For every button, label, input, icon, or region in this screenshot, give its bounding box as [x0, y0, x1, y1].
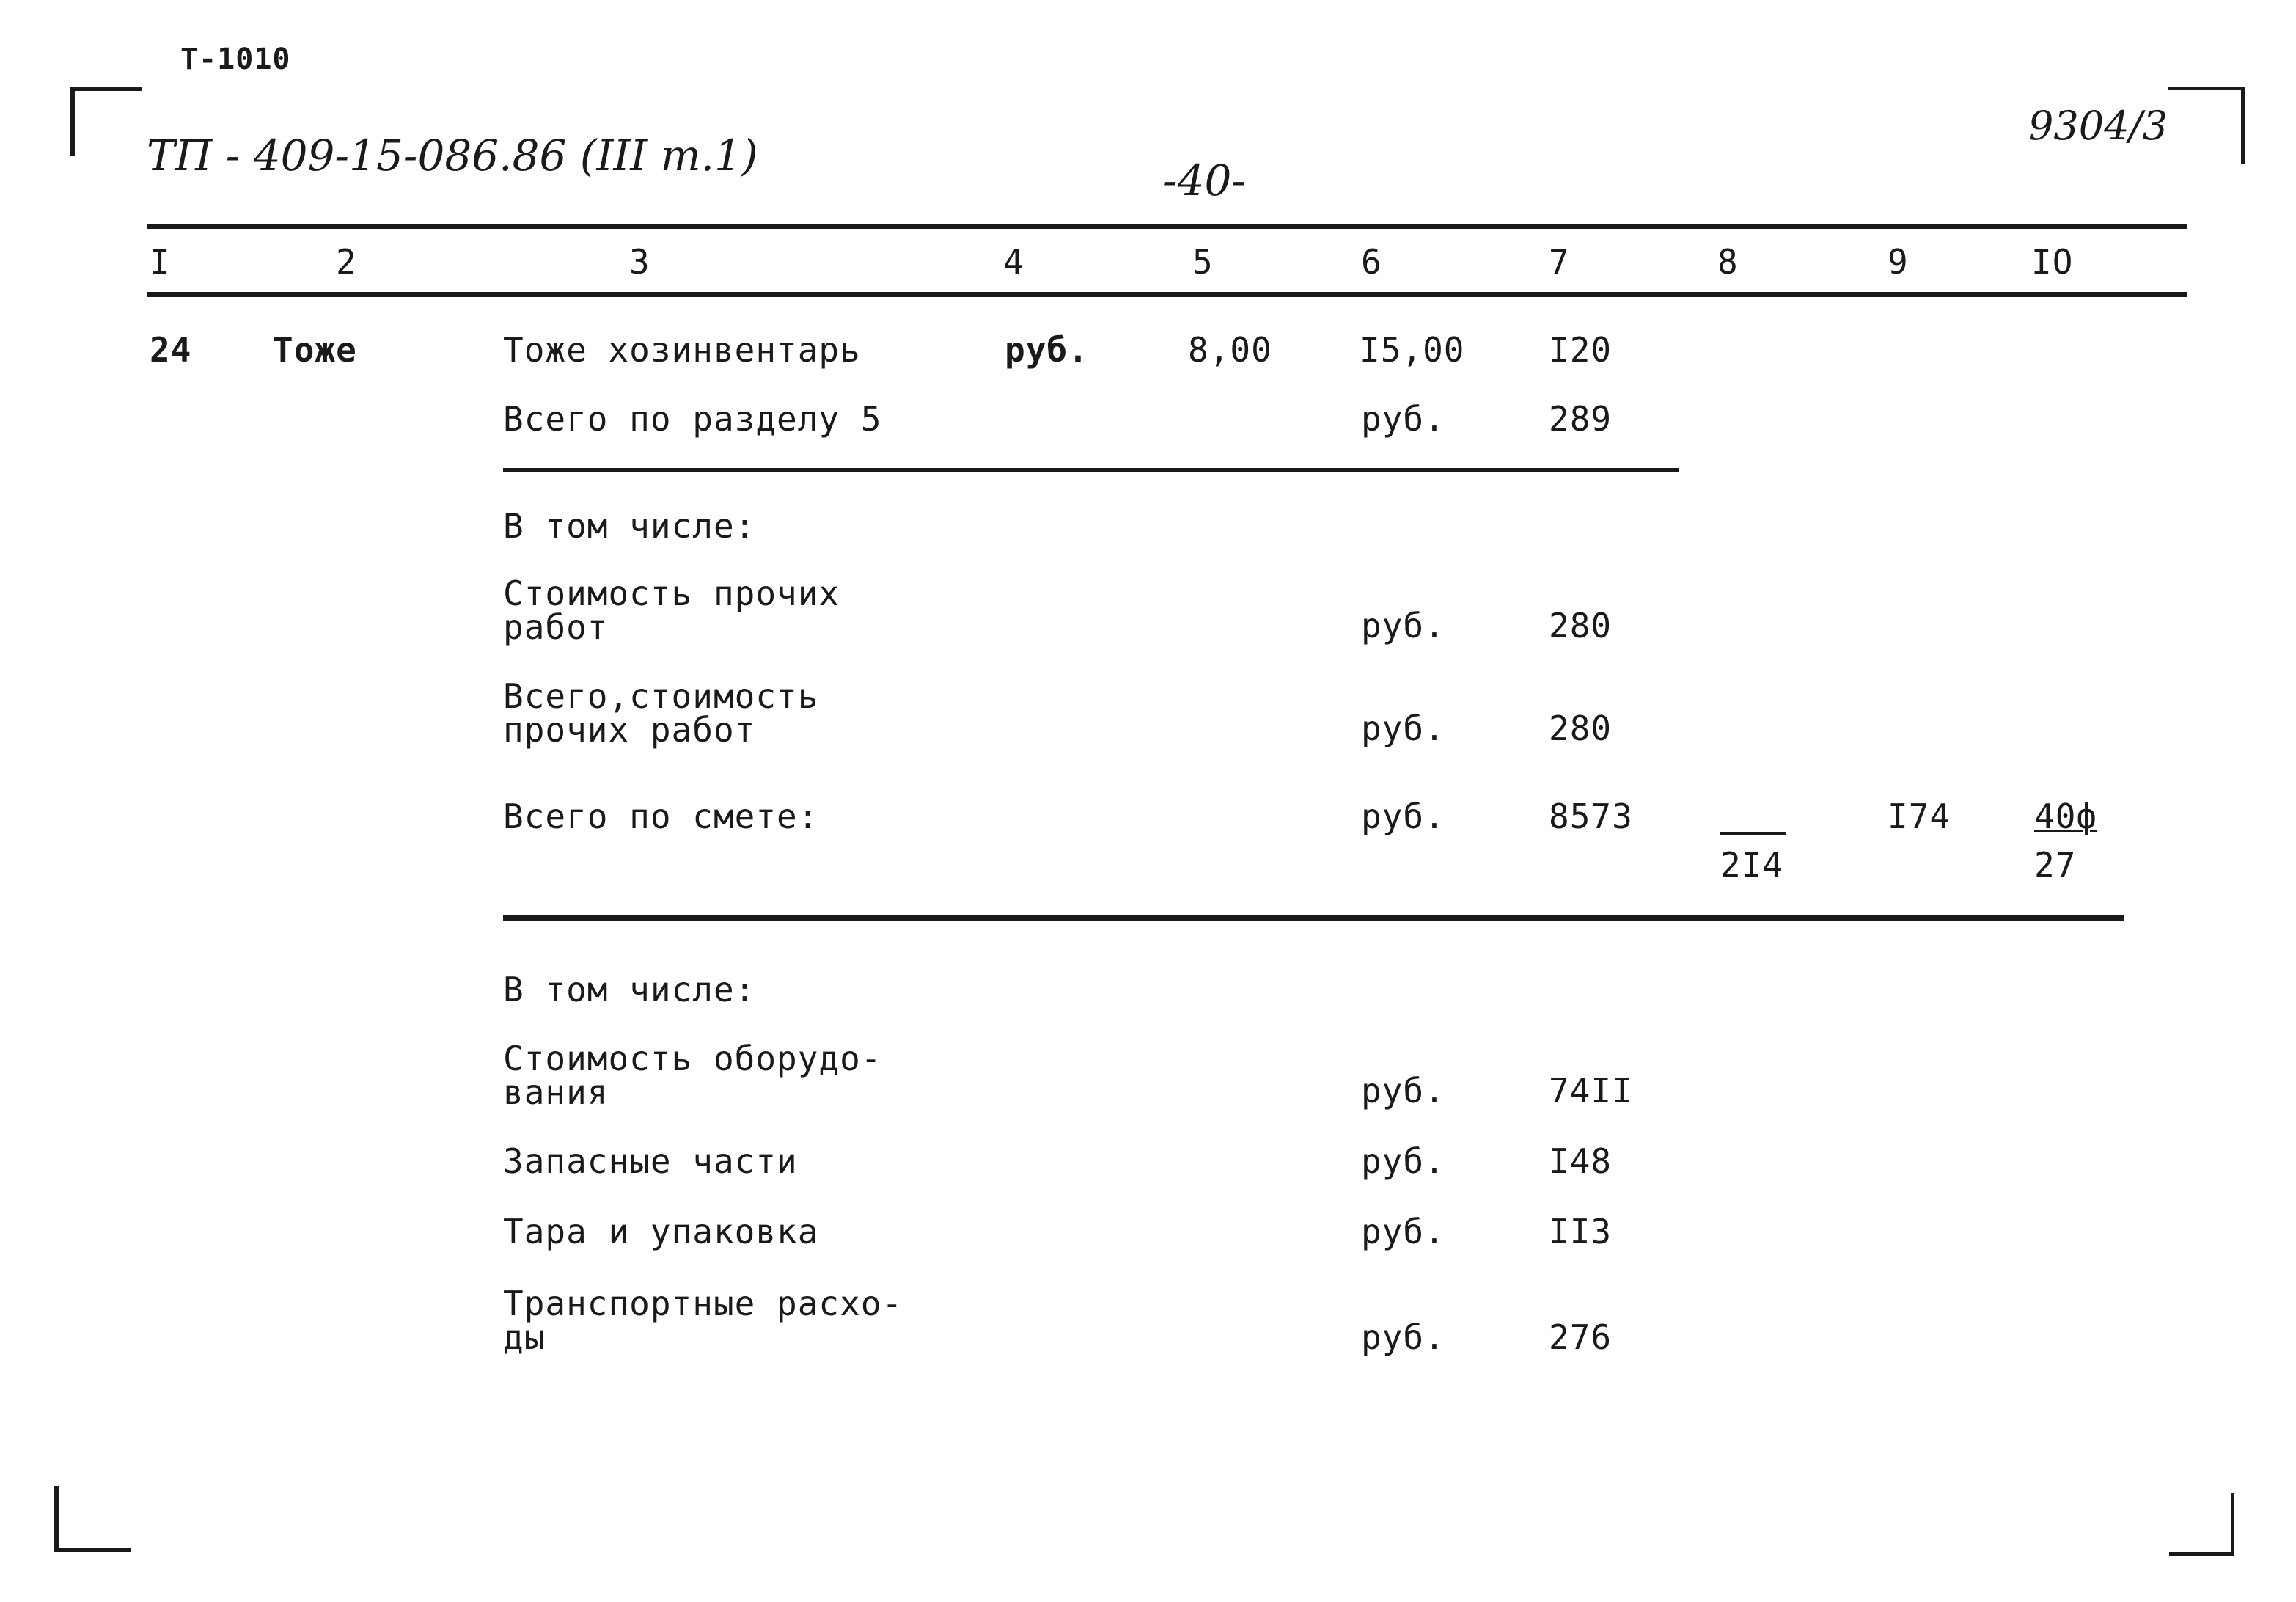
column-number: 9 [1888, 242, 1909, 282]
including-label: В том числе: [503, 506, 756, 546]
column-number: I [150, 242, 171, 282]
column-number: 8 [1717, 242, 1739, 282]
other-works-label-line2: работ [503, 607, 609, 647]
corner-mark-top-left-v [70, 87, 75, 156]
equipment-label-line2: вания [503, 1072, 609, 1112]
corner-mark-top-right-h [2168, 87, 2244, 90]
other-works-value: 280 [1549, 606, 1613, 645]
row-price: I5,00 [1360, 330, 1465, 370]
transport-label-line2: ды [503, 1317, 546, 1357]
estimate-total-unit: руб. [1361, 797, 1445, 836]
column-number: 4 [1003, 242, 1024, 282]
corner-mark-top-right-v [2241, 87, 2245, 164]
column-number: IO [2031, 242, 2074, 282]
table-header-rule [147, 292, 2187, 297]
column-number: 6 [1361, 242, 1382, 282]
transport-label-line1: Транспортные расхо- [503, 1284, 903, 1323]
total-other-works-label-line2: прочих работ [503, 710, 756, 750]
equipment-label-line1: Стоимость оборудо- [503, 1039, 882, 1078]
col8-bottom-value: 2I4 [1720, 845, 1784, 885]
packaging-label: Тара и упаковка [503, 1212, 819, 1251]
section-total-value: 289 [1549, 399, 1613, 439]
transport-value: 276 [1549, 1317, 1613, 1357]
spare-parts-unit: руб. [1361, 1141, 1445, 1181]
spare-parts-label: Запасные части [503, 1141, 798, 1181]
transport-label [503, 1284, 903, 1357]
sheet-code: 9304/3 [2028, 103, 2168, 149]
equipment-unit: руб. [1361, 1071, 1445, 1111]
estimate-total-label: Всего по смете: [503, 797, 819, 836]
column-number: 2 [336, 242, 357, 282]
corner-mark-bottom-left-h [54, 1548, 131, 1552]
row-number: 24 [150, 330, 192, 370]
column-number: 7 [1549, 242, 1570, 282]
section-total-unit: руб. [1361, 399, 1445, 439]
row-total: I20 [1549, 330, 1613, 370]
including-label: В том числе: [503, 970, 756, 1009]
equipment-value: 74II [1549, 1071, 1633, 1111]
row-name: Тоже хозинвентарь [503, 330, 861, 370]
other-works-label-line1: Стоимость прочих [503, 574, 840, 613]
total-other-works-label [503, 676, 819, 750]
row-unit: руб. [1005, 330, 1089, 370]
col8-fraction-bar [1720, 832, 1786, 835]
column-number: 3 [629, 242, 650, 282]
row-quantity: 8,00 [1188, 330, 1272, 370]
col9-value: I74 [1888, 797, 1951, 836]
total-other-works-value: 280 [1549, 709, 1613, 748]
project-code: ТП - 409-15-086.86 (ІІІ т.1) [147, 131, 758, 180]
section-total-rule [503, 468, 1679, 472]
estimate-total-rule [503, 915, 2124, 921]
spare-parts-value: I48 [1549, 1141, 1613, 1181]
other-works-label [503, 574, 840, 647]
col10-top-value: 40ф [2034, 797, 2098, 836]
transport-unit: руб. [1361, 1317, 1445, 1357]
section-total-label: Всего по разделу 5 [503, 399, 882, 439]
estimate-total-value: 8573 [1549, 797, 1633, 836]
column-number: 5 [1192, 242, 1214, 282]
corner-mark-top-left-h [70, 87, 142, 91]
corner-mark-bottom-left-v [54, 1486, 59, 1552]
total-other-works-label-line1: Всего,стоимость [503, 676, 819, 716]
packaging-value: II3 [1549, 1212, 1613, 1251]
row-reference: Тоже [273, 330, 357, 370]
equipment-label [503, 1039, 882, 1112]
corner-mark-bottom-right-h [2169, 1552, 2234, 1556]
packaging-unit: руб. [1361, 1212, 1445, 1251]
total-other-works-unit: руб. [1361, 709, 1445, 748]
archive-code: Т-1010 [180, 43, 291, 76]
page-number: -40- [1163, 156, 1246, 205]
table-top-rule [147, 224, 2187, 229]
col10-bottom-value: 27 [2034, 845, 2077, 885]
corner-mark-bottom-right-v [2231, 1493, 2234, 1555]
other-works-unit: руб. [1361, 606, 1445, 645]
